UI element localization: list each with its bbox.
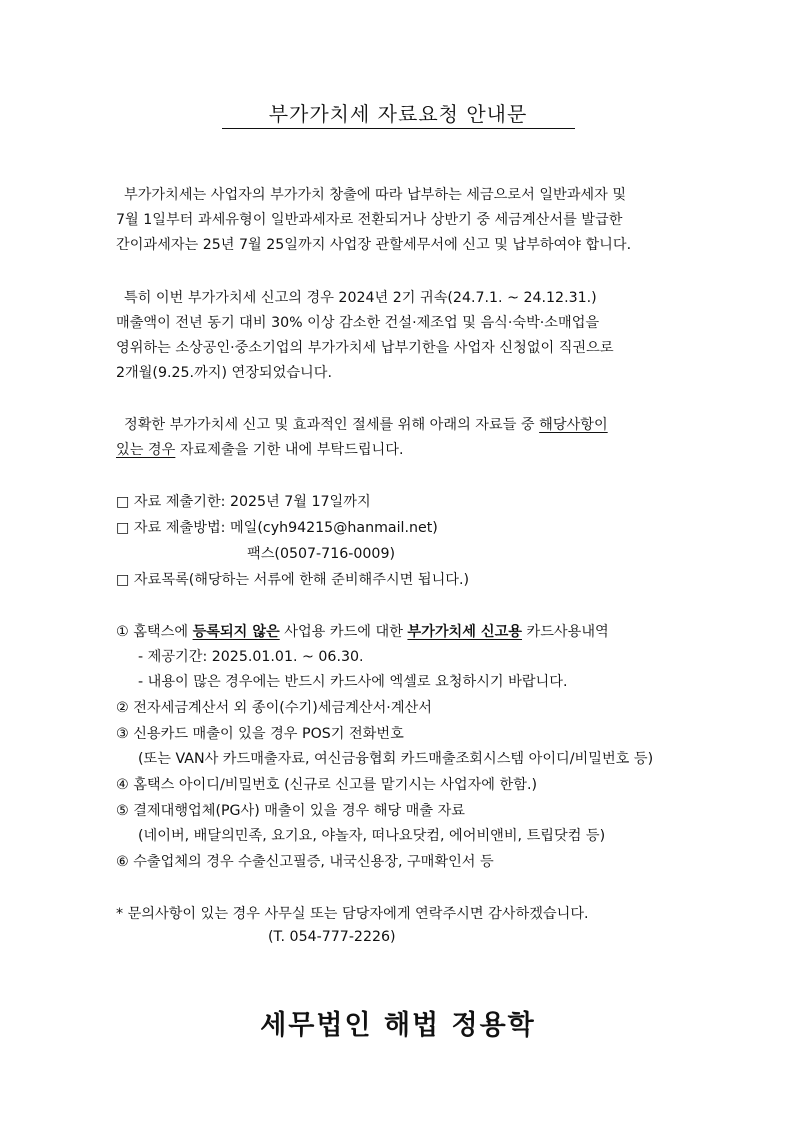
paragraph2-line3: 영위하는 소상공인·중소기업의 부가가치세 납부기한을 사업자 신청없이 직권으로 — [116, 340, 614, 356]
submission-deadline: □ 자료 제출기한: 2025년 7월 17일까지 — [116, 494, 371, 510]
paragraph2-line4: 2개월(9.25.까지) 연장되었습니다. — [116, 365, 332, 381]
document-list-heading: □ 자료목록(해당하는 서류에 한해 준비해주시면 됩니다.) — [116, 572, 470, 588]
item-1-text-b: 사업용 카드에 대한 — [279, 624, 408, 640]
signature: 세무법인 해법 정용학 — [260, 1010, 536, 1041]
paragraph3-line2-text: 자료제출을 기한 내에 부탁드립니다. — [175, 442, 404, 458]
paragraph3-underlined-text-2: 있는 경우 — [116, 442, 176, 458]
contact-note: * 문의사항이 있는 경우 사무실 또는 담당자에게 연락주시면 감사하겠습니다. — [116, 906, 589, 922]
paragraph3-line1 — [124, 414, 608, 434]
title-underline — [222, 128, 575, 129]
paragraph2-line1: 특히 이번 부가가치세 신고의 경우 2024년 2기 귀속(24.7.1. ~ 24.12.31.) — [124, 290, 597, 306]
document-title: 부가가치세 자료요청 안내문 — [268, 102, 528, 126]
paragraph3-underlined-text: 해당사항이 — [539, 417, 608, 433]
item-1-sub-2: - 내용이 많은 경우에는 반드시 카드사에 엑셀로 요청하시기 바랍니다. — [138, 674, 568, 690]
item-3: ③ 신용카드 매출이 있을 경우 POS기 전화번호 — [116, 726, 404, 742]
item-5-sub: (네이버, 배달의민족, 요기요, 야놀자, 떠나요닷컴, 에어비앤비, 트립닷컴 등) — [138, 828, 606, 844]
item-3-sub: (또는 VAN사 카드매출자료, 여신금융협회 카드매출조회시스템 아이디/비밀번호 등) — [138, 751, 654, 767]
paragraph3-line2 — [116, 439, 403, 459]
item-6: ⑥ 수출업체의 경우 수출신고필증, 내국신용장, 구매확인서 등 — [116, 854, 494, 870]
contact-phone: (T. 054-777-2226) — [268, 929, 396, 945]
fax-number: 팩스(0507-716-0009) — [247, 546, 396, 562]
item-4: ④ 홈택스 아이디/비밀번호 (신규로 신고를 맡기시는 사업자에 한함.) — [116, 777, 537, 793]
paragraph2-line2: 매출액이 전년 동기 대비 30% 이상 감소한 건설·제조업 및 음식·숙박·소매업을 — [116, 315, 600, 331]
item-1-text-a: ① 홈택스에 — [116, 624, 193, 640]
item-2: ② 전자세금계산서 외 종이(수기)세금계산서·계산서 — [116, 700, 432, 716]
item-5: ⑤ 결제대행업체(PG사) 매출이 있을 경우 해당 매출 자료 — [116, 803, 466, 819]
item-1-bold-1: 등록되지 않은 — [192, 624, 280, 640]
item-1 — [116, 621, 609, 641]
paragraph1-line2: 7월 1일부터 과세유형이 일반과세자로 전환되거나 상반기 중 세금계산서를 발급한 — [116, 212, 623, 228]
item-1-text-c: 카드사용내역 — [522, 624, 609, 640]
paragraph1-line3: 간이과세자는 25년 7월 25일까지 사업장 관할세무서에 신고 및 납부하여야 합니다. — [116, 237, 632, 253]
paragraph3-line1-text: 정확한 부가가치세 신고 및 효과적인 절세를 위해 아래의 자료들 중 — [124, 417, 540, 433]
item-1-sub-1: - 제공기간: 2025.01.01. ~ 06.30. — [138, 649, 364, 665]
paragraph1-line1: 부가가치세는 사업자의 부가가치 창출에 따라 납부하는 세금으로서 일반과세자 및 — [124, 187, 627, 203]
item-1-bold-2: 부가가치세 신고용 — [407, 624, 523, 640]
submission-method: □ 자료 제출방법: 메일(cyh94215@hanmail.net) — [116, 520, 438, 536]
